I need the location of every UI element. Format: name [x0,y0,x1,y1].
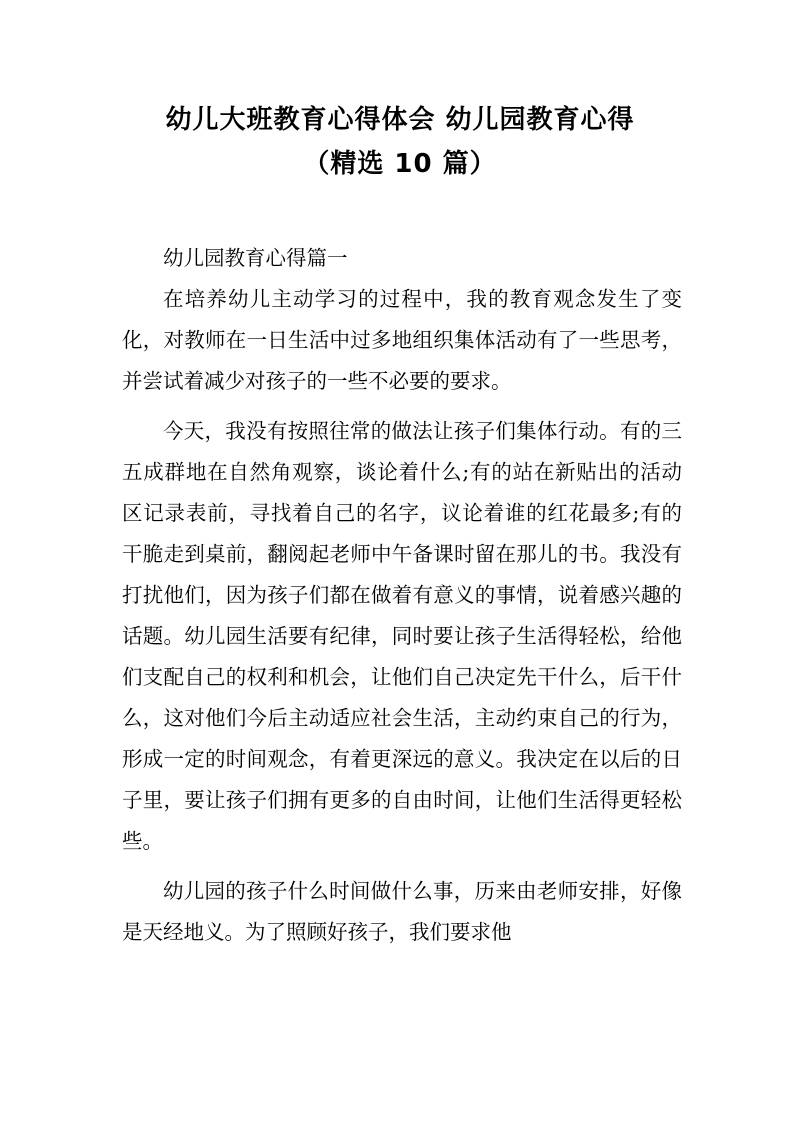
paragraph-2: 今天，我没有按照往常的做法让孩子们集体行动。有的三五成群地在自然角观察，谈论着什么;有的站在新贴出的活动区记录表前，寻找着自己的名字，议论着谁的红花最多;有的干脆走到桌前，翻阅起老师中午备课时留在那儿的书。我没有打扰他们，因为孩子们都在做着有意义的事情，说着感兴趣的话题。幼儿园生活要有纪律，同时要让孩子生活得轻松，给他们支配自己的权利和机会，让他们自己决定先干什么，后干什么，这对他们今后主动适应社会生活，主动约束自己的行为，形成一定的时间观念，有着更深远的意义。我决定在以后的日子里，要让孩子们拥有更多的自由时间，让他们生活得更轻松些。 [122,419,682,853]
section-heading: 幼儿园教育心得篇一 [163,246,348,270]
paragraph-1: 在培养幼儿主动学习的过程中，我的教育观念发生了变化，对教师在一日生活中过多地组织集体活动有了一些思考，并尝试着减少对孩子的一些不必要的要求。 [122,287,682,393]
document-title-line1: 幼儿大班教育心得体会 幼儿园教育心得 [165,105,635,135]
document-body [122,238,682,962]
document-title-line2: （精选 10 篇） [303,149,497,179]
paragraph-3: 幼儿园的孩子什么时间做什么事，历来由老师安排，好像是天经地义。为了照顾好孩子，我们要求他 [122,879,682,944]
